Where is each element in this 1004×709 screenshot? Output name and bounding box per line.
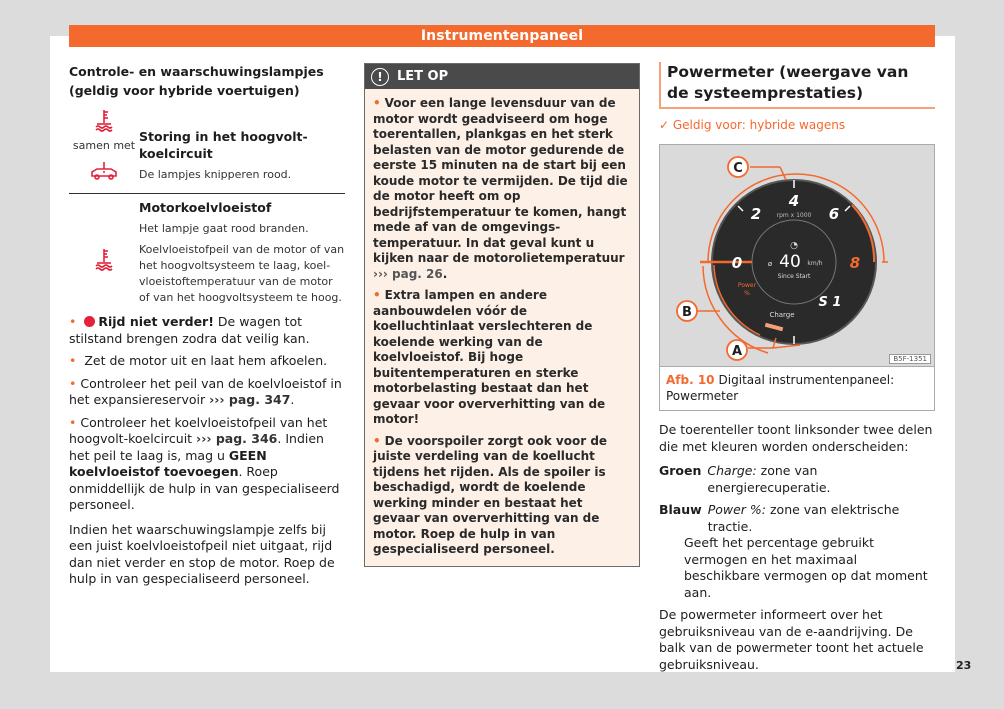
bullet-check-hv: • Controleer het koelvloeistofpeil van het hoogvolt-koelcircuit ››› pag. 346. Indien het peil te laag is, mag u GEEN koelvloeistof toevoegen. Roep onmiddellijk de hulp in van gespecialiseerd personeel.	[69, 415, 345, 514]
lamp-heading: Motorkoelvloeistof	[139, 200, 272, 215]
car-warning-icon	[89, 161, 119, 181]
svg-text:ø: ø	[767, 260, 773, 268]
svg-text:2: 2	[750, 205, 762, 223]
bullet-check-expansion: • Controleer het peil van de koelvloeistof in het expansiereservoir ››› pag. 347.	[69, 376, 345, 409]
lamp-entry-coolant	[69, 199, 345, 306]
powermeter-title: Powermeter (weergave van de systeemprestaties)	[659, 62, 935, 109]
svg-text:◔: ◔	[790, 241, 798, 251]
validity-note: ✓ Geldig voor: hybride wagens	[659, 118, 846, 132]
chapter-header: Instrumentenpaneel	[69, 25, 935, 47]
svg-text:8: 8	[849, 254, 861, 272]
svg-text:4: 4	[788, 192, 800, 210]
svg-text:Power: Power	[737, 282, 757, 289]
figure-code: B5F-1351	[889, 354, 931, 364]
svg-text:rpm x 1000: rpm x 1000	[776, 212, 812, 219]
warning-box-title: LET OP	[397, 69, 449, 84]
middle-column	[364, 63, 640, 567]
svg-text:0: 0	[731, 254, 743, 272]
svg-text:Charge: Charge	[769, 311, 795, 319]
coolant-temperature-icon	[93, 247, 115, 271]
figure-label: Afb. 10	[666, 373, 715, 387]
stop-icon	[84, 316, 95, 327]
warning-item: • Extra lampen en andere aanbouwdelen vóór de koelluchtinlaat verslechteren de koelende werking van de koelvloeistof. Bij hoge buitentemperaturen en sterke motorbelasting bestaat dan het gevaar voor oververhitting van de motor!	[373, 288, 631, 428]
figure-caption-text: Digitaal instrumentenpaneel: Powermeter	[666, 373, 895, 403]
svg-text:C: C	[733, 161, 743, 176]
svg-text:Since Start: Since Start	[777, 273, 811, 280]
page-number: 23	[956, 659, 972, 672]
svg-text:%: %	[744, 290, 750, 297]
powermeter-gauge	[660, 145, 934, 367]
coolant-temperature-icon	[93, 108, 115, 132]
svg-text:40: 40	[779, 252, 801, 272]
section-title: Controle- en waarschuwingslampjes (geldig voor hybride voertuigen)	[69, 64, 324, 98]
definition-groen: Groen Charge: zone van energierecuperatie.	[659, 463, 831, 495]
figure-powermeter	[659, 144, 935, 411]
figure-caption	[660, 367, 934, 410]
lamp-connector: samen met	[72, 139, 136, 152]
bullet-engine-off: • Zet de motor uit en laat hem afkoelen.	[69, 353, 345, 370]
svg-text:S 1: S 1	[818, 295, 842, 310]
closing-paragraph: Indien het waarschuwingslampje zelfs bij een juist koelvloeistofpeil niet uitgaat, rijd dan niet verder en stop de motor. Roep de hulp in van gespecialiseerd personeel.	[69, 521, 335, 586]
svg-text:km/h: km/h	[807, 260, 823, 267]
gauge-illustration	[660, 145, 934, 367]
page-reference-link[interactable]: ››› pag. 346	[196, 431, 278, 446]
exclamation-circle-icon: !	[371, 68, 389, 86]
definition-blauw: Blauw Power %: zone van elektrische tractie.	[659, 502, 900, 534]
svg-text:B: B	[682, 305, 692, 320]
bullet-stop: • Rijd niet verder! De wagen tot stilstand brengen zodra dat veilig kan.	[69, 314, 345, 347]
left-column	[69, 60, 345, 588]
page-reference-link[interactable]: ››› pag. 26	[373, 266, 443, 281]
warning-box	[364, 63, 640, 567]
right-column	[659, 62, 935, 673]
lamp-description: Het lampje gaat rood branden.	[139, 222, 309, 235]
lamp-description: Koelvloeistofpeil van de motor of van het hoogvoltsysteem te laag, koelvloeistoftemperatuur van de motor of van het hoogvoltsysteem te hoog.	[139, 243, 345, 304]
intro-paragraph: De toerenteller toont linksonder twee delen die met kleuren worden onderscheiden:	[659, 422, 933, 454]
closing-paragraph: De powermeter informeert over het gebruiksniveau van de e-aandrijving. De balk van de powermeter toont het actuele gebruiksniveau.	[659, 607, 924, 672]
definition-blauw-continuation: Geeft het percentage gebruikt vermogen en het maximaal beschikbare vermogen op dat moment aan.	[684, 535, 928, 600]
svg-text:A: A	[731, 344, 743, 359]
warning-item: • Voor een lange levensduur van de motor wordt geadviseerd om hoge toerentallen, plankgas en het sterk belasten van de motor gedurende de eerste 15 minuten na de start bij een koude motor te vermijden. De tijd die de motor heeft om op bedrijfstemperatuur te komen, hangt mede af van de omgevingstemperatuur. In dat geval kunt u kijken naar de motorolietemperatuur ››› pag. 26.	[373, 96, 631, 282]
page-reference-link[interactable]: ››› pag. 347	[209, 392, 291, 407]
lamp-entry-hv-cooling	[69, 108, 345, 183]
lamp-description: De lampjes knipperen rood.	[139, 168, 292, 181]
divider	[69, 193, 345, 194]
svg-text:6: 6	[828, 205, 840, 223]
warning-item: • De voorspoiler zorgt ook voor de juiste verdeling van de koellucht tijdens het rijden. Als de spoiler is beschadigd, wordt de koelende werking minder en bestaat het gevaar van oververhitting van de motor. Roep de hulp in van gespecialiseerd personeel.	[373, 434, 631, 558]
warning-box-header	[365, 64, 639, 89]
lamp-heading: Storing in het hoogvolt-koelcircuit	[139, 129, 308, 161]
